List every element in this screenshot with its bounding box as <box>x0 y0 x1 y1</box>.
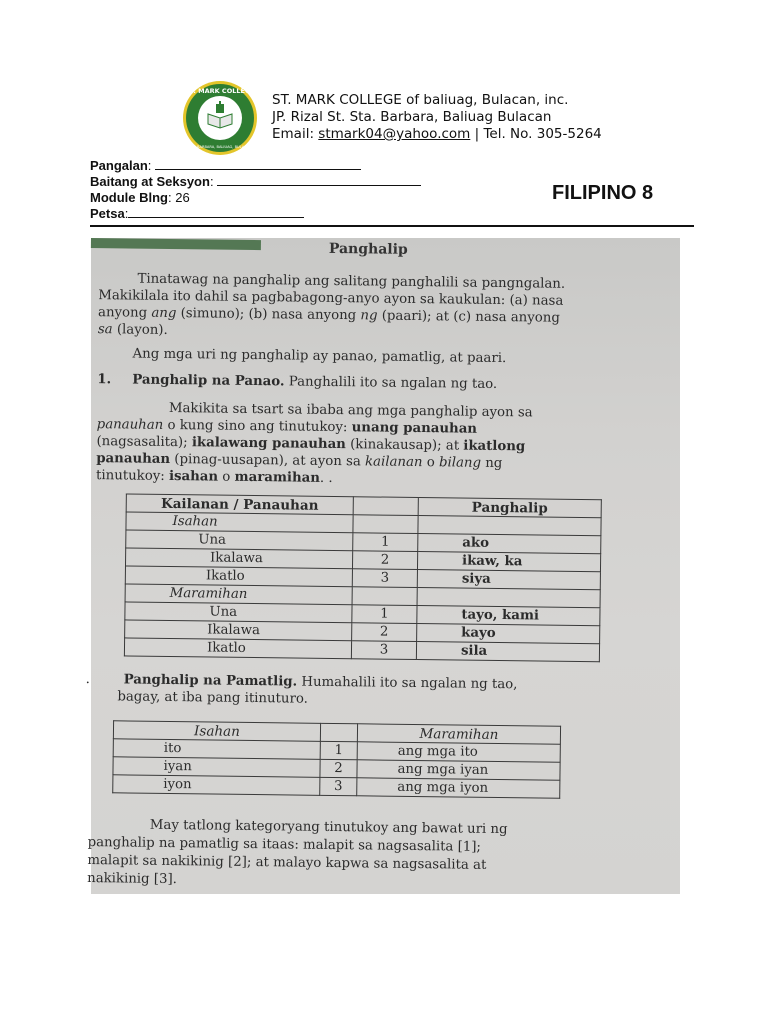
textbook-photo <box>85 238 680 894</box>
para3-line-3: malapit sa nakikinig [2]; at malayo kapwa sa nagsasalita at <box>87 853 487 873</box>
para2-line-5 <box>96 467 333 487</box>
table-cell: kayo <box>417 624 600 644</box>
table-cell <box>417 588 600 608</box>
table-cell: Isahan <box>126 512 353 533</box>
section-number: 1. <box>97 372 112 388</box>
para-text: . . <box>319 470 333 486</box>
header-divider <box>90 225 694 227</box>
page-heading: Panghalip <box>328 240 408 258</box>
module-number: 26 <box>175 190 190 205</box>
pamatlig-table <box>112 720 561 798</box>
para-term: bilang <box>438 455 482 471</box>
table-header: Maramihan <box>357 724 560 744</box>
intro-term: ang <box>151 305 177 322</box>
date-label: Petsa <box>90 206 125 221</box>
date-blank[interactable] <box>128 206 304 218</box>
para-term: unang panauhan <box>351 420 478 437</box>
school-address: JP. Rizal St. Sta. Barbara, Baliuag Bulacan <box>272 109 552 125</box>
intro-text: (simuno); (b) nasa anyong <box>176 306 361 324</box>
para-term: ikatlong <box>463 438 526 455</box>
section-text: Panghalili ito sa ngalan ng tao. <box>284 374 498 392</box>
intro-text: anyong <box>97 305 152 321</box>
intro-term: sa <box>97 322 113 338</box>
table-cell: 1 <box>352 605 417 624</box>
table-cell: 3 <box>352 569 417 588</box>
para-term: panauhan <box>96 417 164 433</box>
table-cell: 1 <box>353 533 418 552</box>
table-cell: ang mga iyan <box>357 760 560 780</box>
table-cell: Una <box>126 530 353 551</box>
telephone: | Tel. No. 305-5264 <box>470 126 602 142</box>
subject-title: FILIPINO 8 <box>552 182 654 204</box>
section-text: Humahalili ito sa ngalan ng tao, <box>297 674 518 693</box>
student-fields <box>90 158 421 222</box>
intro-term: ng <box>360 308 378 324</box>
name-blank[interactable] <box>155 158 361 170</box>
table-cell: Maramihan <box>125 584 352 605</box>
table-cell: sila <box>416 642 599 662</box>
section-title: Panghalip na Panao. <box>132 372 285 390</box>
para-text: o <box>218 469 235 485</box>
para3-line-4: nakikinig [3]. <box>87 871 177 888</box>
section-1-heading <box>97 371 497 393</box>
school-logo <box>182 80 258 156</box>
para-text: ng <box>480 455 503 472</box>
grade-label: Baitang at Seksyon <box>90 174 210 189</box>
para-term: ikalawang panauhan <box>191 435 346 453</box>
para-term: panauhan <box>96 451 171 467</box>
table-cell: Ikatlo <box>124 638 351 659</box>
table-header <box>353 497 418 516</box>
table-cell: ang mga iyon <box>357 778 560 798</box>
school-info <box>272 92 602 143</box>
name-field[interactable]: Pangalan: <box>90 158 421 174</box>
table-cell <box>353 515 418 534</box>
para3-line-1: May tatlong kategoryang tinutukoy ang bawat uri ng <box>149 817 508 838</box>
email-label: Email: <box>272 126 319 142</box>
para-text: (nagsasalita); <box>96 434 192 451</box>
para-term: kailanan <box>364 454 423 471</box>
table-cell: 3 <box>351 641 416 660</box>
para-term: isahan <box>168 468 219 485</box>
table-header <box>320 723 357 741</box>
table-cell: 2 <box>352 551 417 570</box>
intro-line-4 <box>98 321 168 339</box>
table-cell: ito <box>113 739 320 760</box>
email-link[interactable]: stmark04@yahoo.com <box>318 126 471 142</box>
section-banner <box>91 238 261 250</box>
types-line: Ang mga uri ng panghalip ay panao, pamatlig, at paari. <box>132 346 507 367</box>
para-text: tinutukoy: <box>96 468 170 484</box>
table-cell: 1 <box>320 741 357 759</box>
panao-table <box>124 493 602 662</box>
table-cell: ako <box>418 534 601 554</box>
table-cell: Ikalawa <box>125 548 352 569</box>
intro-text: (paari); at (c) nasa anyong <box>377 308 560 326</box>
date-field[interactable]: Petsa: <box>90 206 421 222</box>
table-cell: 2 <box>352 623 417 642</box>
table-header: Isahan <box>113 721 320 742</box>
para-text: o <box>422 455 440 471</box>
table-cell: ang mga ito <box>357 742 560 762</box>
svg-text:STA. BARBARA, BALIUAG, BULACAN: STA. BARBARA, BALIUAG, BULACAN <box>188 145 252 149</box>
table-cell: iyon <box>113 775 320 796</box>
intro-text: (layon). <box>112 322 168 338</box>
table-header: Kailanan / Panauhan <box>126 494 353 515</box>
table-cell: 3 <box>320 777 357 795</box>
module-field: Module Blng: 26 <box>90 190 190 205</box>
table-cell: Ikalawa <box>125 620 352 641</box>
intro-line-1: Tinatawag na panghalip ang salitang panghalili sa pangngalan. <box>137 271 566 292</box>
table-cell: Ikatlo <box>125 566 352 587</box>
table-cell: 2 <box>320 759 357 777</box>
section-title: Panghalip na Pamatlig. <box>123 672 298 690</box>
para2-line-1: Makikita sa tsart sa ibaba ang mga panghalip ayon sa <box>168 400 533 421</box>
school-name: ST. MARK COLLEGE of baliuag, Bulacan, inc. <box>272 92 569 108</box>
grade-blank[interactable] <box>217 174 421 186</box>
svg-text:ST. MARK COLLEGE: ST. MARK COLLEGE <box>185 87 255 95</box>
para-term: maramihan <box>234 469 321 486</box>
school-contact <box>272 126 602 143</box>
intro-line-2: Makikilala ito dahil sa pagbabagong-anyo ayon sa kaukulan: (a) nasa <box>98 288 564 309</box>
table-cell <box>352 587 417 606</box>
para-text: (pinag-uusapan), at ayon sa <box>170 451 366 470</box>
table-cell: tayo, kami <box>417 606 600 626</box>
para3-line-2: panghalip na pamatlig sa itaas: malapit sa nagsasalita [1]; <box>87 835 482 855</box>
table-cell: siya <box>417 570 600 590</box>
para-text: o kung sino ang tinutukoy: <box>163 417 352 436</box>
module-label: Module Blng <box>90 190 168 205</box>
para-text: (kinakausap); at <box>345 437 464 454</box>
section-number: . <box>85 671 90 688</box>
table-cell: iyan <box>113 757 320 778</box>
name-label: Pangalan <box>90 158 148 173</box>
table-header: Panghalip <box>418 498 601 518</box>
section-2-line-2: bagay, at iba pang itinuturo. <box>117 689 308 707</box>
table-cell <box>418 516 601 536</box>
table-cell: Una <box>125 602 352 623</box>
grade-field[interactable]: Baitang at Seksyon: <box>90 174 421 190</box>
table-cell: ikaw, ka <box>417 552 600 572</box>
